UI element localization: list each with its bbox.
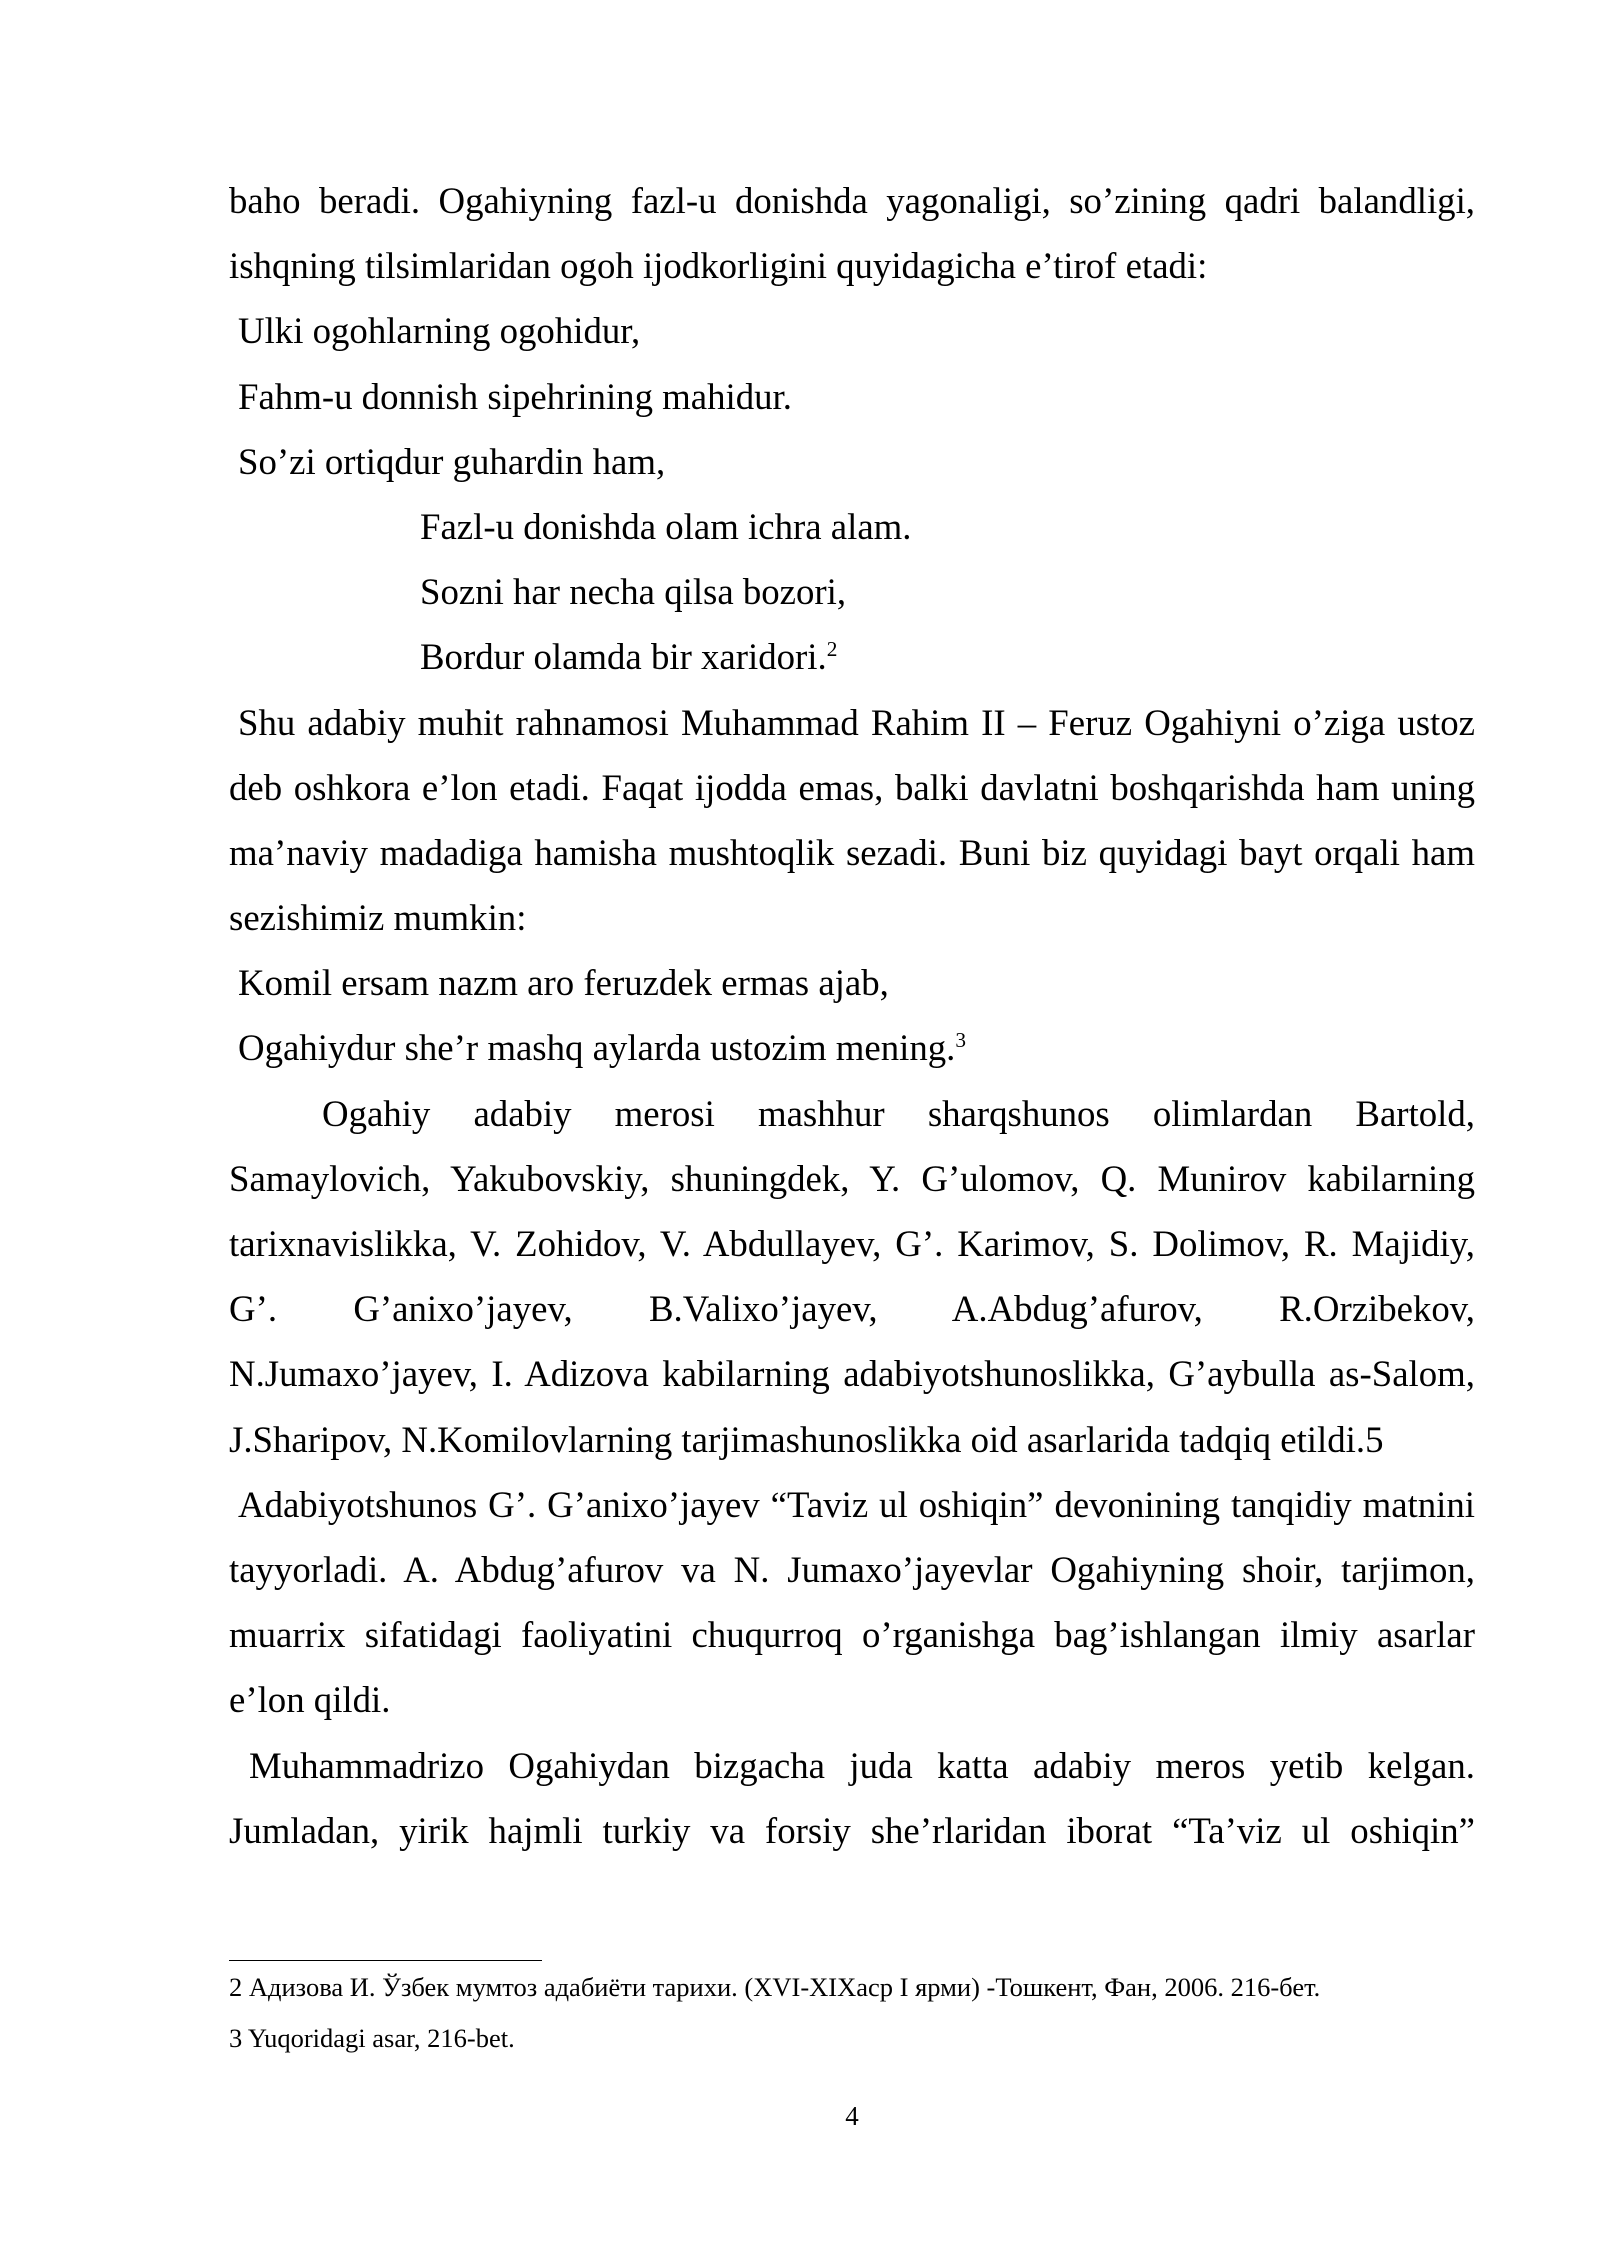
body-line: tarixnavislikka, V. Zohidov, V. Abdullayev, G’. Karimov, S. Dolimov, R. Majidiy,: [229, 1223, 1475, 1264]
line-text: Ogahiydur she’r mashq aylarda ustozim mening.: [238, 1027, 956, 1069]
footnote: 3 Yuqoridagi asar, 216-bet.: [229, 2022, 515, 2053]
footnote-reference: 2: [826, 637, 838, 662]
body-line: Jumladan, yirik hajmli turkiy va forsiy she’rlaridan iborat “Ta’viz ul oshiqin”: [229, 1809, 1475, 1851]
body-line: Samaylovich, Yakubovskiy, shuningdek, Y. G’ulomov, Q. Munirov kabilarning: [229, 1157, 1475, 1199]
footnote-reference: 3: [955, 1028, 967, 1053]
line-text: Bordur olamda bir xaridori.: [420, 636, 827, 678]
verse-line: Fahm-u donnish sipehrining mahidur.: [238, 375, 792, 417]
body-line: G’. G’anixo’jayev, B.Valixo’jayev, A.Abdug’afurov, R.Orzibekov,: [229, 1288, 1475, 1330]
body-line: sezishimiz mumkin:: [229, 897, 527, 939]
verse-line: Komil ersam nazm aro feruzdek ermas ajab,: [238, 962, 889, 1004]
verse-line: Fazl-u donishda olam ichra alam.: [420, 505, 912, 547]
footnote: 2 Адизова И. Ўзбек мумтоз адабиёти тарихи. (XVI-XIXаср I ярми) -Тошкент, Фан, 2006. 216-бет.: [229, 1972, 1321, 2002]
body-line: baho beradi. Ogahiyning fazl-u donishda yagonaligi, so’zining qadri balandligi,: [229, 180, 1475, 221]
body-line: Shu adabiy muhit rahnamosi Muhammad Rahim II – Feruz Ogahiyni o’ziga ustoz: [238, 701, 1475, 743]
body-line: Muhammadrizo Ogahiydan bizgacha juda katta adabiy meros yetib kelgan.: [249, 1744, 1475, 1786]
body-line: Ogahiy adabiy merosi mashhur sharqshunos olimlardan Bartold,: [322, 1092, 1475, 1134]
body-line: tayyorladi. A. Abdug’afurov va N. Jumaxo’jayevlar Ogahiyning shoir, tarjimon,: [229, 1548, 1475, 1590]
footnote-separator: [229, 1960, 542, 1961]
page-number: 4: [845, 2101, 859, 2131]
body-line: e’lon qildi.: [229, 1679, 391, 1721]
verse-line: [229, 1015, 1475, 1080]
verse-line: Sozni har necha qilsa bozori,: [420, 571, 847, 613]
body-line: J.Sharipov, N.Komilovlarning tarjimashunoslikka oid asarlarida tadqiq etildi.5: [229, 1418, 1384, 1460]
body-line: ma’naviy madadiga hamisha mushtoqlik sezadi. Buni biz quyidagi bayt orqali ham: [229, 831, 1475, 873]
verse-line: So’zi ortiqdur guhardin ham,: [238, 440, 666, 482]
verse-line: Ulki ogohlarning ogohidur,: [238, 310, 641, 352]
body-text: [229, 168, 1475, 1863]
body-line: deb oshkora e’lon etadi. Faqat ijodda emas, balki davlatni boshqarishda ham uning: [229, 766, 1475, 808]
verse-line: [229, 624, 1475, 689]
body-line: muarrix sifatidagi faoliyatini chuqurroq o’rganishga bag’ishlangan ilmiy asarlar: [229, 1614, 1475, 1656]
body-line: ishqning tilsimlaridan ogoh ijodkorligini quyidagicha e’tirof etadi:: [229, 245, 1208, 287]
body-line: Adabiyotshunos G’. G’anixo’jayev “Taviz ul oshiqin” devonining tanqidiy matnini: [238, 1483, 1475, 1525]
footnotes: [229, 1962, 1475, 2063]
body-line: N.Jumaxo’jayev, I. Adizova kabilarning adabiyotshunoslikka, G’aybulla as-Salom,: [229, 1353, 1475, 1395]
